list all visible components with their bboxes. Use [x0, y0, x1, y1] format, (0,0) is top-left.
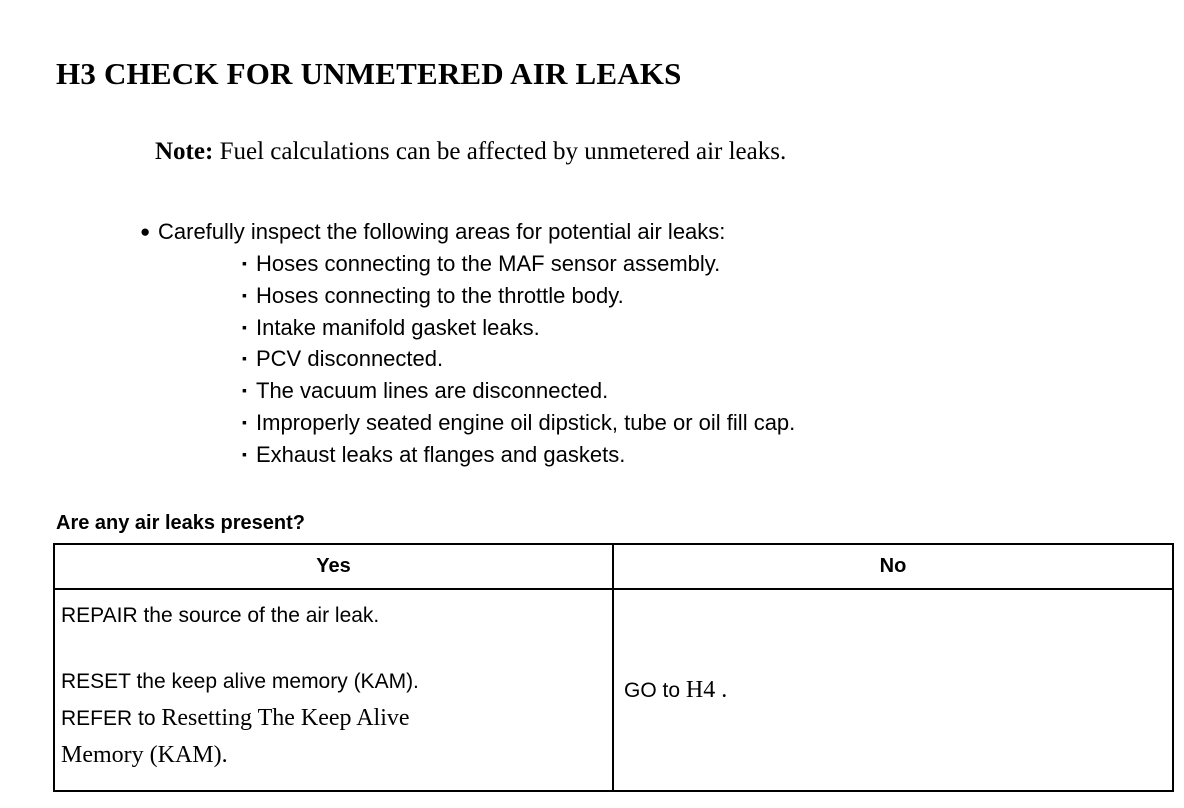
note-line	[155, 138, 786, 166]
goto-line	[624, 677, 727, 704]
no-action-text	[614, 590, 1172, 790]
square-bullet-icon: ▪	[242, 382, 247, 399]
table-header-row	[54, 544, 1173, 589]
table-row	[54, 589, 1173, 791]
sub-item-label: Hoses connecting to the throttle body.	[256, 282, 624, 308]
column-header-yes: Yes	[54, 544, 613, 589]
bullet-dot-icon: ●	[140, 222, 151, 241]
goto-suffix: .	[715, 676, 728, 703]
yes-line-1: REPAIR the source of the air leak.	[61, 604, 380, 627]
list-item	[242, 343, 1140, 375]
yes-line-3	[61, 700, 612, 737]
square-bullet-icon: ▪	[242, 350, 247, 367]
page-title: H3 CHECK FOR UNMETERED AIR LEAKS	[56, 56, 682, 91]
sub-item-label: Intake manifold gasket leaks.	[256, 314, 540, 340]
note-label: Note:	[155, 138, 214, 165]
square-bullet-icon: ▪	[242, 413, 247, 430]
refer-prefix: REFER to	[61, 707, 162, 730]
square-bullet-icon: ▪	[242, 318, 247, 335]
note-text: Fuel calculations can be affected by unmetered air leaks.	[213, 138, 787, 165]
yes-action-cell	[54, 589, 613, 791]
bullet-text: Carefully inspect the following areas for potential air leaks:	[158, 219, 726, 244]
sub-item-label: Improperly seated engine oil dipstick, tube or oil fill cap.	[256, 409, 796, 435]
square-bullet-icon: ▪	[242, 286, 247, 303]
decision-question: Are any air leaks present?	[56, 512, 306, 534]
sub-item-label: PCV disconnected.	[256, 346, 444, 372]
sub-item-label: The vacuum lines are disconnected.	[256, 378, 609, 404]
yes-line-2: RESET the keep alive memory (KAM).	[61, 670, 419, 693]
inspection-list	[140, 216, 1140, 471]
square-bullet-icon: ▪	[242, 255, 247, 271]
sub-item-label: Hoses connecting to the MAF sensor assembly.	[256, 251, 721, 276]
line-spacer	[61, 634, 612, 664]
list-item	[242, 439, 1140, 471]
refer-target-line1: Resetting The Keep Alive	[161, 705, 410, 731]
list-item	[242, 248, 1140, 280]
refer-target-line2: Memory (KAM).	[61, 742, 228, 768]
goto-target: H4	[685, 676, 716, 703]
decision-table	[53, 543, 1174, 792]
yes-action-text	[55, 590, 612, 790]
sub-item-label: Exhaust leaks at flanges and gaskets.	[256, 441, 626, 467]
column-header-no: No	[613, 544, 1173, 589]
list-item	[242, 312, 1140, 344]
list-item	[242, 407, 1140, 439]
no-action-cell	[613, 589, 1173, 791]
sub-list	[242, 248, 1140, 471]
list-item	[242, 375, 1140, 407]
list-item	[140, 216, 1140, 248]
list-item	[242, 280, 1140, 312]
square-bullet-icon: ▪	[242, 445, 247, 462]
goto-prefix: GO to	[624, 678, 686, 702]
